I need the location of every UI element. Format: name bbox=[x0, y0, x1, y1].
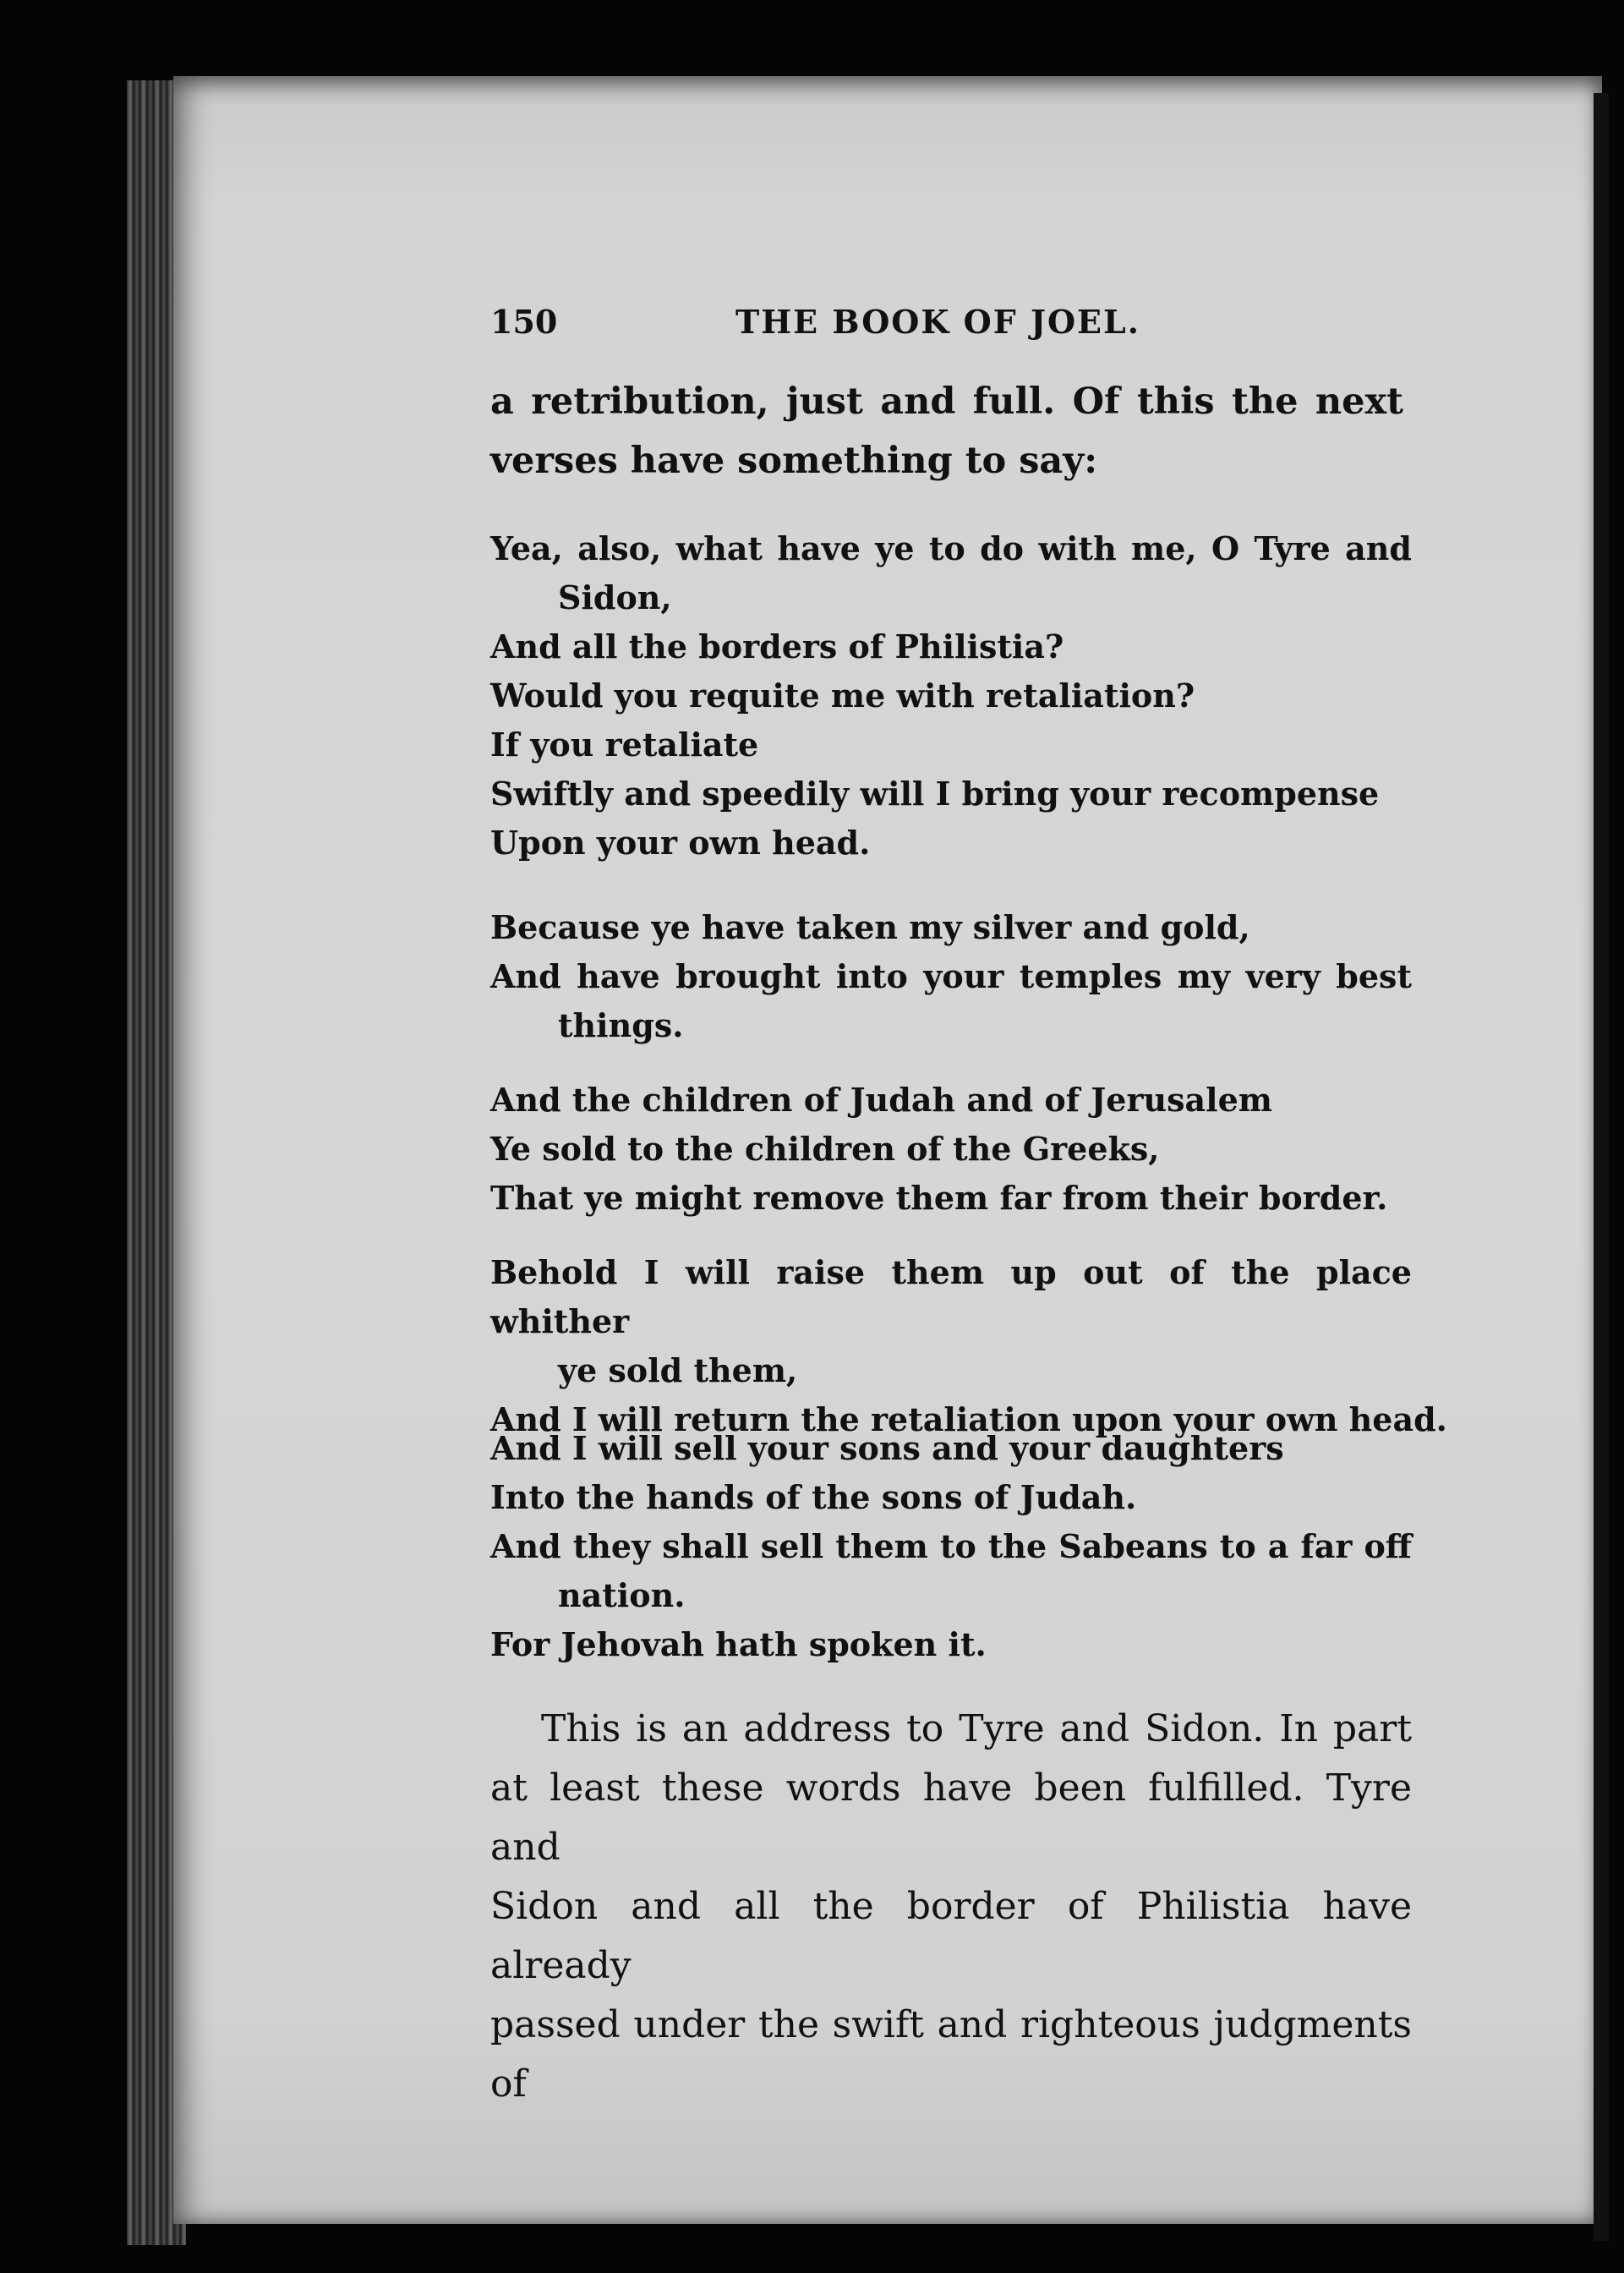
verse-line: And I will return the retaliation upon your own head. bbox=[490, 1400, 1447, 1438]
verse-line: And have brought into your temples my very best bbox=[490, 957, 1412, 995]
verse-line: That ye might remove them far from their border. bbox=[490, 1179, 1388, 1217]
verse-line: nation. bbox=[558, 1576, 686, 1614]
verse-line: Yea, also, what have ye to do with me, O Tyre and bbox=[490, 529, 1412, 567]
page-number: 150 bbox=[490, 303, 558, 341]
verse-line: things. bbox=[558, 1006, 684, 1044]
commentary-paragraph bbox=[490, 1700, 1412, 2114]
verse-line: If you retaliate bbox=[490, 726, 759, 764]
verse-line: Because ye have taken my silver and gold, bbox=[490, 908, 1250, 946]
verse-line: And they shall sell them to the Sabeans to a far off bbox=[490, 1527, 1412, 1565]
intro-paragraph bbox=[490, 372, 1403, 490]
verse-line: Into the hands of the sons of Judah. bbox=[490, 1478, 1137, 1516]
intro-line: a retribution, just and full. Of this the next bbox=[490, 381, 1403, 423]
verse-stanza-5 bbox=[490, 1424, 1412, 1669]
verse-line: Sidon, bbox=[558, 578, 672, 616]
page-edge-shadow bbox=[1594, 93, 1609, 2241]
verse-stanza-3 bbox=[490, 1076, 1412, 1223]
commentary-line: This is an address to Tyre and Sidon. In part bbox=[541, 1707, 1412, 1750]
verse-line: And the children of Judah and of Jerusalem bbox=[490, 1081, 1272, 1119]
intro-line: verses have something to say: bbox=[490, 440, 1098, 482]
verse-line: Ye sold to the children of the Greeks, bbox=[490, 1130, 1160, 1168]
verse-line: And all the borders of Philistia? bbox=[490, 627, 1064, 665]
verse-line: Behold I will raise them up out of the place whither bbox=[490, 1253, 1412, 1340]
verse-stanza-1 bbox=[490, 524, 1412, 868]
commentary-line: at least these words have been fulfilled. Tyre and bbox=[490, 1766, 1412, 1869]
commentary-line: Sidon and all the border of Philistia have already bbox=[490, 1885, 1412, 1987]
verse-line: Would you requite me with retaliation? bbox=[490, 676, 1195, 715]
verse-stanza-2 bbox=[490, 903, 1412, 1050]
commentary-line: passed under the swift and righteous judgments of bbox=[490, 2003, 1412, 2106]
verse-line: ye sold them, bbox=[558, 1351, 798, 1389]
verse-stanza-4 bbox=[490, 1248, 1447, 1444]
running-title: THE BOOK OF JOEL. bbox=[735, 303, 1140, 341]
verse-line: Upon your own head. bbox=[490, 824, 871, 862]
verse-line: And I will sell your sons and your daughters bbox=[490, 1429, 1284, 1467]
verse-line: Swiftly and speedily will I bring your recompense bbox=[490, 775, 1380, 813]
verse-line: For Jehovah hath spoken it. bbox=[490, 1625, 987, 1663]
